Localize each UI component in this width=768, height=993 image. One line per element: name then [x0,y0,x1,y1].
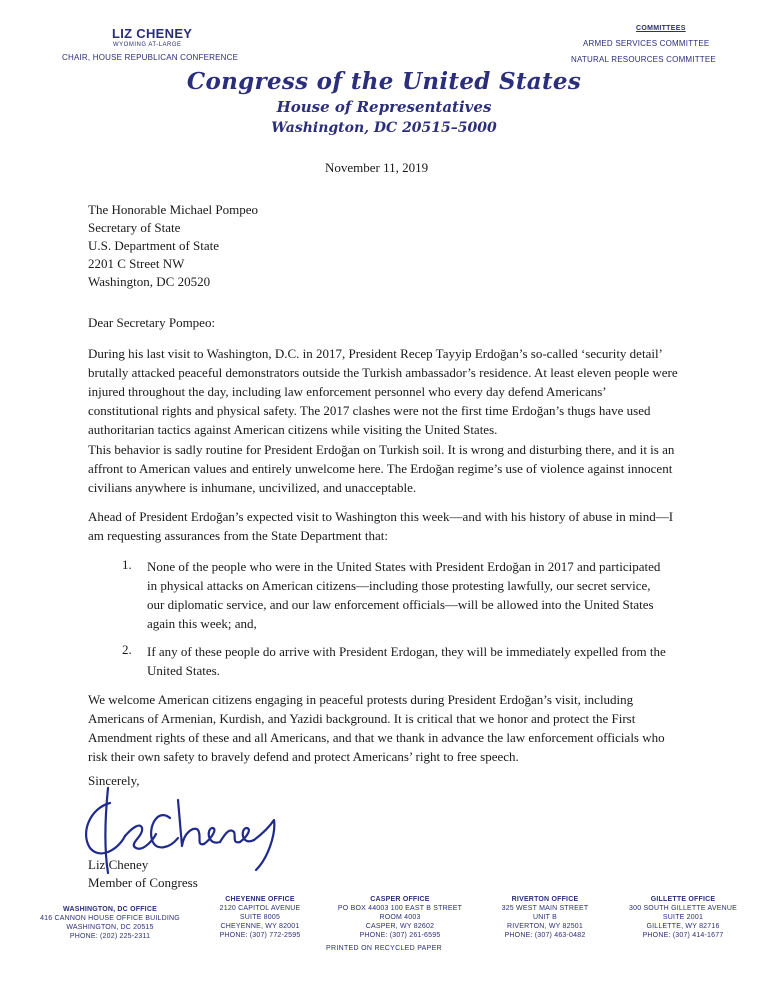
member-name: LIZ CHENEY [112,26,193,41]
office-line: CHEYENNE, WY 82001 [220,923,300,930]
signoff: Sincerely, [88,773,140,788]
request-text-2: If any of these people do arrive with President Erdogan, they will be immediately expelled from the United States. [147,644,666,678]
office-line: PHONE: (307) 414-1677 [642,932,724,939]
letter-date: November 11, 2019 [325,160,429,175]
body-paragraph-1: During his last visit to Washington, D.C. in 2017, President Recep Tayyip Erdoğan’s so-called ‘security detail’ brutally attacked peaceful demonstrators outside the Turkish ambassador’s residence. At least eleven people were injured throughout the day, including law enforcement personnel who every day defend Americans’ constitutional rights and physical safety. The 2017 clashes were not the first time Erdoğan’s thugs have used authoritarian tactics against American citizens while visiting the United States. [88,346,678,437]
office-line: GILLETTE, WY 82716 [646,923,720,930]
office-line: PHONE: (307) 463-0482 [504,932,586,939]
office-title: CHEYENNE OFFICE [225,896,295,903]
city-heading: Washington, DC 20515–5000 [271,120,497,136]
salutation: Dear Secretary Pompeo: [88,315,216,330]
office-line: PHONE: (202) 225-2311 [69,933,151,940]
office-line: 300 SOUTH GILLETTE AVENUE [629,905,737,912]
request-number-2: 2. [122,642,132,657]
recipient-line: The Honorable Michael Pompeo [88,202,259,217]
body-paragraph-2: This behavior is sadly routine for President Erdoğan on Turkish soil. It is wrong and disturbing there, and it is an affront to American values and entirely unwelcome here. The Erdoğan regime’s use of violence against innocent civilians anywhere is inhumane, uncivilized, and unacceptable. [88,442,675,495]
signer-title: Member of Congress [88,875,198,890]
recipient-line: U.S. Department of State [88,238,220,253]
body-paragraph-3: Ahead of President Erdoğan’s expected visit to Washington this week—and with his history of abuse in mind—I am requesting assurances from the State Department that: [88,509,674,543]
recipient-line: Secretary of State [88,220,181,235]
recipient-block [88,201,258,291]
office-line: 416 CANNON HOUSE OFFICE BUILDING [40,915,180,922]
office-line: RIVERTON, WY 82501 [507,923,583,930]
office-title: WASHINGTON, DC OFFICE [63,906,157,913]
office-line: WASHINGTON, DC 20515 [66,924,154,931]
office-line: SUITE 2001 [662,914,704,921]
office-line: PHONE: (307) 261-6595 [359,932,441,939]
office-title: CASPER OFFICE [370,896,430,903]
congress-heading: Congress of the United States [186,68,582,95]
office-line: PO BOX 44003 100 EAST B STREET [337,905,463,912]
member-district: WYOMING AT-LARGE [113,42,182,48]
office-line: CASPER, WY 82602 [365,923,435,930]
request-text-1: None of the people who were in the United States with President Erdoğan in 2017 and participated in physical attacks on American citizens—including those protesting lawfully, our secret service, our diplomatic service, and our law enforcement officials—will be allowed into the United States again this week; and, [147,559,661,631]
closing-paragraph: We welcome American citizens engaging in peaceful protests during President Erdoğan’s visit, including Americans of Armenian, Kurdish, and Yazidi background. It is critical that we honor and protect the First Amendment rights of these and all Americans, and that we thank in advance the law enforcement officials who risk their own safety to bravely defend and protect Americans’ right to free speech. [88,692,665,764]
office-riverton [490,895,600,940]
office-title: GILLETTE OFFICE [650,896,716,903]
office-casper [330,895,470,940]
member-role: CHAIR, HOUSE REPUBLICAN CONFERENCE [62,53,239,62]
office-line: UNIT B [532,914,558,921]
committee-natural-resources: NATURAL RESOURCES COMMITTEE [571,55,716,64]
recipient-line: Washington, DC 20520 [88,274,211,289]
signer-name: Liz Cheney [88,857,149,872]
office-title: RIVERTON OFFICE [511,896,579,903]
office-line: 2120 CAPITOL AVENUE [219,905,301,912]
office-cheyenne [205,895,315,940]
house-heading: House of Representatives [276,98,492,116]
office-line: ROOM 4003 [379,914,421,921]
office-washington [40,905,180,941]
office-line: 325 WEST MAIN STREET [501,905,589,912]
recycled-paper-note: PRINTED ON RECYCLED PAPER [326,945,442,952]
office-line: SUITE 8005 [239,914,281,921]
office-line: PHONE: (307) 772-2595 [219,932,301,939]
recipient-line: 2201 C Street NW [88,256,185,271]
office-gillette [618,895,748,940]
committee-armed-services: ARMED SERVICES COMMITTEE [583,39,710,48]
committees-title: COMMITTEES [636,25,686,32]
request-number-1: 1. [122,557,132,572]
